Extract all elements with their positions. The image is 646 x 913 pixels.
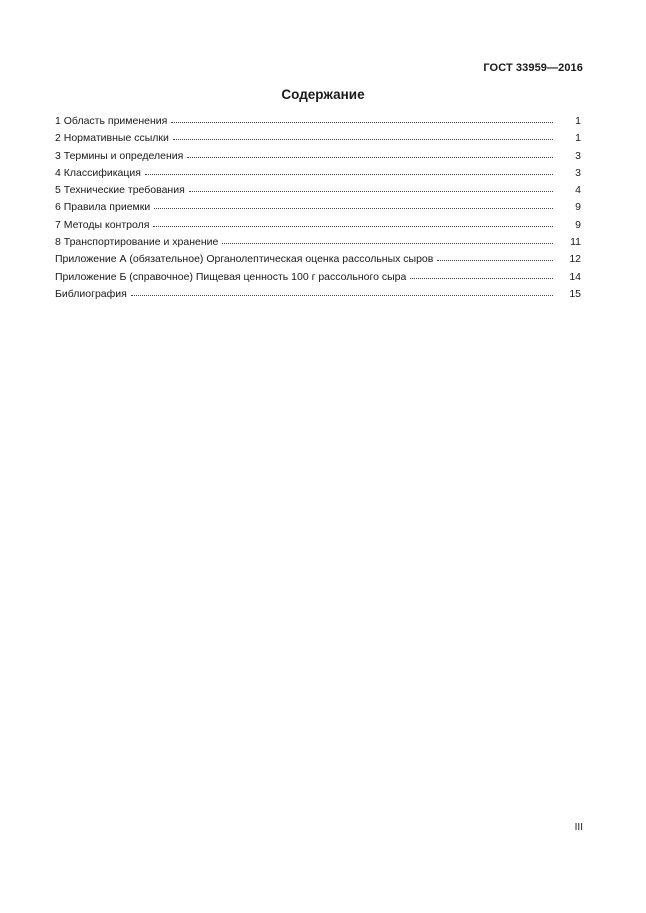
toc-entry-page: 9 xyxy=(575,218,581,231)
toc-entry-label: 4 Классификация xyxy=(55,166,141,179)
toc-entry-page: 9 xyxy=(575,201,581,214)
toc-entry-label: 1 Область применения xyxy=(55,115,168,127)
toc-entry-page: 11 xyxy=(570,236,581,249)
toc-leader-dots xyxy=(153,218,553,228)
toc-entry[interactable] xyxy=(55,286,581,303)
toc-entry-page: 4 xyxy=(575,184,581,197)
table-of-contents xyxy=(55,113,581,303)
toc-entry-page: 3 xyxy=(575,166,581,179)
toc-leader-dots xyxy=(131,287,553,297)
page-number: III xyxy=(574,822,583,833)
toc-entry-page: 1 xyxy=(575,115,581,127)
toc-leader-dots xyxy=(173,131,553,141)
toc-leader-dots xyxy=(189,183,553,193)
toc-entry[interactable] xyxy=(55,234,581,251)
toc-entry-label: Библиография xyxy=(55,287,127,300)
toc-entry-page: 14 xyxy=(569,270,581,283)
toc-entry-label: 2 Нормативные ссылки xyxy=(55,132,169,145)
toc-leader-dots xyxy=(154,200,553,210)
toc-entry[interactable] xyxy=(55,182,581,199)
toc-entry-label: 5 Технические требования xyxy=(55,184,185,197)
toc-leader-dots xyxy=(222,235,553,245)
toc-entry[interactable] xyxy=(55,148,581,165)
toc-entry[interactable] xyxy=(55,217,581,234)
toc-entry[interactable] xyxy=(55,113,581,130)
toc-leader-dots xyxy=(410,270,553,280)
toc-entry-page: 12 xyxy=(569,253,581,266)
toc-leader-dots xyxy=(437,252,553,262)
toc-entry-label: 7 Методы контроля xyxy=(55,218,150,231)
toc-leader-dots xyxy=(171,114,553,124)
toc-leader-dots xyxy=(145,166,553,176)
toc-leader-dots xyxy=(187,149,553,159)
toc-entry-page: 1 xyxy=(575,132,581,145)
toc-title: Содержание xyxy=(281,87,365,102)
toc-entry-label: Приложение А (обязательное) Органолептическая оценка рассольных сыров xyxy=(55,253,434,266)
toc-entry-page: 3 xyxy=(575,149,581,162)
toc-entry[interactable] xyxy=(55,130,581,147)
toc-entry-label: 3 Термины и определения xyxy=(55,149,184,162)
toc-entry[interactable] xyxy=(55,165,581,182)
toc-entry-label: 8 Транспортирование и хранение xyxy=(55,236,219,249)
toc-entry-page: 15 xyxy=(569,287,581,300)
toc-entry[interactable] xyxy=(55,269,581,286)
toc-entry-label: Приложение Б (справочное) Пищевая ценность 100 г рассольного сыра xyxy=(55,270,407,283)
toc-entry[interactable] xyxy=(55,199,581,216)
toc-entry-label: 6 Правила приемки xyxy=(55,201,151,214)
toc-entry[interactable] xyxy=(55,251,581,268)
document-number: ГОСТ 33959—2016 xyxy=(483,62,583,74)
